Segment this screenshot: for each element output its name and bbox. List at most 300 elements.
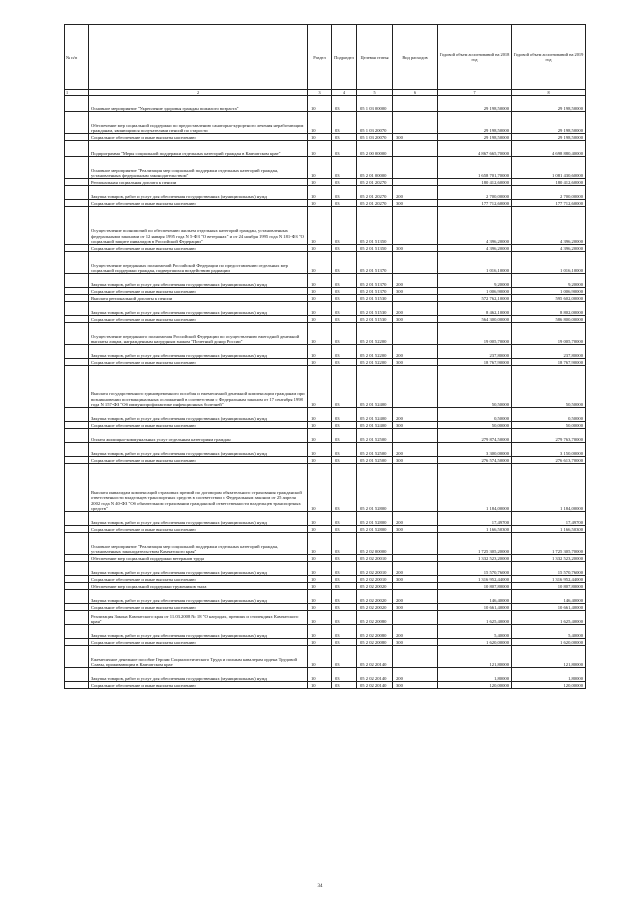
- row-name: Основное мероприятие "Реализация мер социальной поддержки отдельных категорий граждан, установленных законодательством Камчатского края": [89, 533, 308, 555]
- row-subsection: 03: [332, 576, 357, 583]
- row-number: [65, 639, 89, 646]
- row-number: [65, 464, 89, 512]
- row-expense-type: 300: [393, 288, 438, 295]
- row-number: [65, 555, 89, 562]
- row-amount-2018: 1,80000: [438, 668, 512, 682]
- row-expense-type: 300: [393, 316, 438, 323]
- row-section: 10: [308, 576, 332, 583]
- row-amount-2019: 29 198,50000: [512, 112, 586, 134]
- row-amount-2018: 1 725 305,20000: [438, 533, 512, 555]
- row-amount-2019: 279 763,70000: [512, 429, 586, 443]
- row-expense-type: 300: [393, 682, 438, 689]
- table-row: [65, 112, 586, 134]
- row-amount-2018: 1 332 523,20000: [438, 555, 512, 562]
- row-number: [65, 682, 89, 689]
- row-number: [65, 274, 89, 288]
- row-amount-2019: 180 412,60000: [512, 179, 586, 186]
- row-amount-2019: 29 198,50000: [512, 134, 586, 141]
- table-row: [65, 533, 586, 555]
- row-amount-2019: 177 712,60000: [512, 200, 586, 207]
- row-expense-type: [393, 366, 438, 408]
- row-target-article: 05 2 02 20080: [357, 611, 393, 625]
- row-subsection: 03: [332, 245, 357, 252]
- row-amount-2018: 180 412,60000: [438, 179, 512, 186]
- budget-table: [64, 24, 586, 689]
- row-expense-type: 200: [393, 345, 438, 359]
- row-target-article: 05 2 02 20020: [357, 604, 393, 611]
- row-target-article: 05 2 02 20140: [357, 646, 393, 668]
- table-row: [65, 639, 586, 646]
- row-amount-2018: 121,80000: [438, 646, 512, 668]
- row-subsection: 03: [332, 323, 357, 345]
- table-row: [65, 245, 586, 252]
- row-name: Выплата региональной доплаты к пенсии: [89, 295, 308, 302]
- row-number: [65, 186, 89, 200]
- row-amount-2018: 146,40000: [438, 590, 512, 604]
- row-section: 10: [308, 345, 332, 359]
- row-target-article: 05 2 02 20020: [357, 590, 393, 604]
- row-amount-2019: 1 316 952,44000: [512, 576, 586, 583]
- row-section: 10: [308, 590, 332, 604]
- row-number: [65, 112, 89, 134]
- row-expense-type: [393, 207, 438, 245]
- row-target-article: 05 1 03 20070: [357, 134, 393, 141]
- row-amount-2019: 1 016,10000: [512, 252, 586, 274]
- row-target-article: 05 2 01 52800: [357, 512, 393, 526]
- row-target-article: 05 1 03 00000: [357, 96, 393, 112]
- table-row: [65, 359, 586, 366]
- row-number: [65, 583, 89, 590]
- row-subsection: 03: [332, 302, 357, 316]
- row-name: Социальное обеспечение и иные выплаты населению: [89, 576, 308, 583]
- row-subsection: 03: [332, 179, 357, 186]
- table-row: [65, 583, 586, 590]
- column-index: 4: [332, 90, 357, 96]
- row-expense-type: 200: [393, 274, 438, 288]
- row-subsection: 03: [332, 604, 357, 611]
- row-target-article: 05 2 01 52500: [357, 443, 393, 457]
- row-subsection: 03: [332, 295, 357, 302]
- table-row: [65, 345, 586, 359]
- row-subsection: 03: [332, 366, 357, 408]
- table-row: [65, 562, 586, 576]
- row-number: [65, 179, 89, 186]
- row-subsection: 03: [332, 408, 357, 422]
- table-row: [65, 323, 586, 345]
- row-name: Социальное обеспечение и иные выплаты населению: [89, 245, 308, 252]
- row-subsection: 03: [332, 422, 357, 429]
- row-amount-2019: 5,40000: [512, 625, 586, 639]
- row-section: 10: [308, 555, 332, 562]
- row-expense-type: 200: [393, 443, 438, 457]
- table-row: [65, 611, 586, 625]
- table-row: [65, 512, 586, 526]
- row-amount-2018: 1 625,40000: [438, 611, 512, 625]
- row-name: Выплата государственного единовременного пособия и ежемесячной денежной компенсации гражданам при возникновении поствакцинальных осложнений в соответствии с Федеральным законом от 17 сентября 1998 года N 157-ФЗ "Об иммунопрофилактике инфекционных болезней": [89, 366, 308, 408]
- row-number: [65, 512, 89, 526]
- row-subsection: 03: [332, 512, 357, 526]
- row-expense-type: [393, 157, 438, 179]
- row-amount-2018: 4 396,20000: [438, 245, 512, 252]
- row-section: 10: [308, 512, 332, 526]
- row-section: 10: [308, 245, 332, 252]
- table-row: [65, 682, 586, 689]
- row-subsection: 03: [332, 443, 357, 457]
- row-number: [65, 668, 89, 682]
- row-target-article: 05 2 01 20270: [357, 200, 393, 207]
- row-section: 10: [308, 359, 332, 366]
- budget-table-sheet: [64, 24, 585, 689]
- row-target-article: 05 2 02 20020: [357, 583, 393, 590]
- row-expense-type: 300: [393, 200, 438, 207]
- row-subsection: 03: [332, 464, 357, 512]
- row-amount-2019: 1 166,50300: [512, 526, 586, 533]
- row-amount-2019: 15 570,76000: [512, 562, 586, 576]
- header-target-article: Целевая статья: [357, 25, 393, 90]
- row-subsection: 03: [332, 590, 357, 604]
- column-index: 7: [438, 90, 512, 96]
- row-amount-2019: 2 700,00000: [512, 186, 586, 200]
- row-name: Осуществление переданных полномочий Российской Федерации по предоставлению отдельных мер социальной поддержки граждан, подвергшихся воздействию радиации: [89, 252, 308, 274]
- table-row: [65, 186, 586, 200]
- row-section: 10: [308, 604, 332, 611]
- row-section: 10: [308, 611, 332, 625]
- row-subsection: 03: [332, 96, 357, 112]
- table-row: [65, 443, 586, 457]
- row-expense-type: 200: [393, 668, 438, 682]
- row-amount-2018: 9,20000: [438, 274, 512, 288]
- row-section: 10: [308, 682, 332, 689]
- row-subsection: 03: [332, 252, 357, 274]
- row-target-article: 05 2 01 51530: [357, 302, 393, 316]
- table-row: [65, 422, 586, 429]
- row-expense-type: 300: [393, 422, 438, 429]
- row-amount-2019: 9,20000: [512, 274, 586, 288]
- row-number: [65, 141, 89, 157]
- row-expense-type: 300: [393, 604, 438, 611]
- column-index: 3: [308, 90, 332, 96]
- row-number: [65, 302, 89, 316]
- header-subsection: Подраздел: [332, 25, 357, 90]
- row-amount-2018: 29 198,50000: [438, 112, 512, 134]
- row-name: Основное мероприятие "Укрепление здоровья граждан пожилого возраста": [89, 96, 308, 112]
- table-row: [65, 179, 586, 186]
- row-section: 10: [308, 288, 332, 295]
- header-row: [65, 25, 586, 90]
- row-subsection: 03: [332, 526, 357, 533]
- row-amount-2019: 586 800,00000: [512, 316, 586, 323]
- row-amount-2018: 1 620,00000: [438, 639, 512, 646]
- row-amount-2018: 50,50000: [438, 366, 512, 408]
- row-expense-type: [393, 555, 438, 562]
- row-target-article: 05 2 02 20080: [357, 639, 393, 646]
- row-section: 10: [308, 526, 332, 533]
- row-amount-2018: 279 874,50000: [438, 429, 512, 443]
- row-section: 10: [308, 583, 332, 590]
- row-number: [65, 96, 89, 112]
- row-number: [65, 422, 89, 429]
- row-target-article: 05 1 03 20070: [357, 112, 393, 134]
- header-amount-2018: Годовой объем ассигнований на 2018 год: [438, 25, 512, 90]
- row-amount-2018: 1 658 701,70000: [438, 157, 512, 179]
- row-name: Закупка товаров, работ и услуг для обеспечения государственных (муниципальных) нужд: [89, 408, 308, 422]
- table-row: [65, 590, 586, 604]
- row-subsection: 03: [332, 562, 357, 576]
- row-amount-2019: 276 613,70000: [512, 457, 586, 464]
- row-section: 10: [308, 141, 332, 157]
- row-expense-type: [393, 96, 438, 112]
- row-name: Социальное обеспечение и иные выплаты населению: [89, 604, 308, 611]
- table-row: [65, 157, 586, 179]
- row-number: [65, 526, 89, 533]
- row-name: Обеспечение мер социальной поддержки тружеников тыла: [89, 583, 308, 590]
- row-section: 10: [308, 457, 332, 464]
- row-amount-2019: 10 807,80000: [512, 583, 586, 590]
- row-subsection: 03: [332, 288, 357, 295]
- table-row: [65, 576, 586, 583]
- row-amount-2018: 8 462,10000: [438, 302, 512, 316]
- row-name: Социальное обеспечение и иные выплаты населению: [89, 639, 308, 646]
- row-target-article: 05 2 01 52400: [357, 366, 393, 408]
- row-target-article: 05 2 01 51530: [357, 316, 393, 323]
- row-amount-2018: 572 762,10000: [438, 295, 512, 302]
- row-amount-2018: 15 570,76000: [438, 562, 512, 576]
- row-expense-type: 300: [393, 245, 438, 252]
- row-number: [65, 443, 89, 457]
- row-number: [65, 323, 89, 345]
- row-target-article: 05 2 01 00000: [357, 157, 393, 179]
- row-name: Закупка товаров, работ и услуг для обеспечения государственных (муниципальных) нужд: [89, 186, 308, 200]
- row-target-article: 05 2 01 51530: [357, 295, 393, 302]
- row-expense-type: [393, 583, 438, 590]
- row-name: Выплата инвалидам компенсаций страховых премий по договорам обязательного страхования гражданской ответственности владельцев транспортных средств в соответствии с Федеральным законом от 25 апреля 2002 года N 40-ФЗ "Об обязательном страховании гражданской ответственности владельцев транспортных средств": [89, 464, 308, 512]
- row-expense-type: 200: [393, 562, 438, 576]
- table-row: [65, 316, 586, 323]
- row-expense-type: [393, 646, 438, 668]
- table-row: [65, 96, 586, 112]
- row-number: [65, 429, 89, 443]
- row-section: 10: [308, 157, 332, 179]
- row-amount-2019: 29 198,50000: [512, 96, 586, 112]
- row-section: 10: [308, 323, 332, 345]
- row-name: Обеспечение мер социальной поддержки по предоставлению санаторно-курортного лечения неработающим гражданам, являющимся получателями пенсий по старости: [89, 112, 308, 134]
- row-expense-type: [393, 429, 438, 443]
- row-number: [65, 408, 89, 422]
- row-amount-2019: 17,49700: [512, 512, 586, 526]
- row-section: 10: [308, 316, 332, 323]
- row-section: 10: [308, 112, 332, 134]
- row-amount-2019: 1 006,90000: [512, 288, 586, 295]
- row-expense-type: 300: [393, 576, 438, 583]
- row-number: [65, 245, 89, 252]
- row-name: Закупка товаров, работ и услуг для обеспечения государственных (муниципальных) нужд: [89, 512, 308, 526]
- row-expense-type: 300: [393, 359, 438, 366]
- row-name: Закупка товаров, работ и услуг для обеспечения государственных (муниципальных) нужд: [89, 443, 308, 457]
- column-index: 2: [89, 90, 308, 96]
- row-target-article: 05 2 01 52500: [357, 429, 393, 443]
- row-expense-type: [393, 533, 438, 555]
- row-section: 10: [308, 186, 332, 200]
- row-name: Социальное обеспечение и иные выплаты населению: [89, 422, 308, 429]
- row-amount-2018: 1 184,00000: [438, 464, 512, 512]
- row-section: 10: [308, 366, 332, 408]
- row-expense-type: 300: [393, 526, 438, 533]
- row-name: Региональная социальная доплата к пенсии: [89, 179, 308, 186]
- row-name: Осуществление полномочий по обеспечению жильем отдельных категорий граждан, установленных федеральными законами от 12 января 1995 года N 5-ФЗ "О ветеранах" и от 24 ноября 1995 года N 181-ФЗ "О социальной защите инвалидов в Российской Федерации": [89, 207, 308, 245]
- row-amount-2019: 1,80000: [512, 668, 586, 682]
- row-expense-type: 200: [393, 512, 438, 526]
- row-target-article: 05 2 01 51370: [357, 274, 393, 288]
- row-amount-2019: 3 150,00000: [512, 443, 586, 457]
- header-amount-2019: Годовой объем ассигнований на 2019 год: [512, 25, 586, 90]
- row-amount-2019: 120,00000: [512, 682, 586, 689]
- row-name: Социальное обеспечение и иные выплаты населению: [89, 526, 308, 533]
- table-row: [65, 625, 586, 639]
- row-subsection: 03: [332, 359, 357, 366]
- row-subsection: 03: [332, 625, 357, 639]
- row-number: [65, 576, 89, 583]
- table-row: [65, 134, 586, 141]
- row-number: [65, 200, 89, 207]
- row-amount-2019: 1 332 523,20000: [512, 555, 586, 562]
- row-amount-2018: 50,00000: [438, 422, 512, 429]
- row-amount-2018: 177 712,60000: [438, 200, 512, 207]
- row-name: Осуществление переданного полномочия Российской Федерации по осуществлению ежегодной денежной выплаты лицам, награжденным нагрудным знаком "Почетный донор России": [89, 323, 308, 345]
- row-section: 10: [308, 302, 332, 316]
- row-section: 10: [308, 274, 332, 288]
- row-section: 10: [308, 295, 332, 302]
- row-amount-2019: 1 620,00000: [512, 639, 586, 646]
- table-row: [65, 200, 586, 207]
- row-target-article: 05 2 01 20270: [357, 179, 393, 186]
- row-number: [65, 611, 89, 625]
- row-amount-2018: 0,50000: [438, 408, 512, 422]
- row-amount-2019: 1 625,40000: [512, 611, 586, 625]
- row-amount-2019: 10 661,40000: [512, 604, 586, 611]
- row-name: Социальное обеспечение и иные выплаты населению: [89, 359, 308, 366]
- row-target-article: 05 2 01 51350: [357, 207, 393, 245]
- header-name: [89, 25, 308, 90]
- table-row: [65, 252, 586, 274]
- row-target-article: 05 2 01 51350: [357, 245, 393, 252]
- row-expense-type: [393, 464, 438, 512]
- row-amount-2018: 564 300,00000: [438, 316, 512, 323]
- row-amount-2018: 120,00000: [438, 682, 512, 689]
- column-index: 8: [512, 90, 586, 96]
- row-expense-type: 200: [393, 302, 438, 316]
- row-section: 10: [308, 443, 332, 457]
- row-target-article: 05 2 01 51370: [357, 288, 393, 295]
- row-amount-2019: 4 396,20000: [512, 245, 586, 252]
- row-amount-2019: 18 767,90000: [512, 359, 586, 366]
- row-amount-2018: 1 006,90000: [438, 288, 512, 295]
- row-name: Закупка товаров, работ и услуг для обеспечения государственных (муниципальных) нужд: [89, 345, 308, 359]
- row-subsection: 03: [332, 134, 357, 141]
- row-section: 10: [308, 134, 332, 141]
- row-amount-2018: 2 700,00000: [438, 186, 512, 200]
- table-row: [65, 646, 586, 668]
- row-amount-2019: 1 081 430,60000: [512, 157, 586, 179]
- row-name: Закупка товаров, работ и услуг для обеспечения государственных (муниципальных) нужд: [89, 668, 308, 682]
- row-target-article: 05 2 01 52500: [357, 457, 393, 464]
- row-amount-2019: 237,80000: [512, 345, 586, 359]
- row-subsection: 03: [332, 112, 357, 134]
- row-amount-2019: 4 396,20000: [512, 207, 586, 245]
- row-subsection: 03: [332, 533, 357, 555]
- page-number: 34: [317, 884, 323, 889]
- row-subsection: 03: [332, 457, 357, 464]
- row-amount-2018: 17,49700: [438, 512, 512, 526]
- row-subsection: 03: [332, 682, 357, 689]
- row-name: Социальное обеспечение и иные выплаты населению: [89, 316, 308, 323]
- row-name: Ежемесячное денежное пособие Героям Социалистического Труда и полным кавалерам ордена Трудовой Славы, проживающим в Камчатском крае: [89, 646, 308, 668]
- row-section: 10: [308, 200, 332, 207]
- table-row: [65, 555, 586, 562]
- row-target-article: 05 2 01 52200: [357, 359, 393, 366]
- row-amount-2019: 4 698 880,40000: [512, 141, 586, 157]
- row-amount-2018: 4 396,20000: [438, 207, 512, 245]
- row-subsection: 03: [332, 583, 357, 590]
- row-amount-2018: 29 198,50000: [438, 96, 512, 112]
- row-number: [65, 562, 89, 576]
- row-amount-2019: 1 184,00000: [512, 464, 586, 512]
- table-row: [65, 429, 586, 443]
- row-target-article: 05 2 00 00000: [357, 141, 393, 157]
- row-amount-2018: 276 574,50000: [438, 457, 512, 464]
- row-amount-2018: 1 316 952,44000: [438, 576, 512, 583]
- row-target-article: 05 2 01 51370: [357, 252, 393, 274]
- header-expense-type: Вид расходов: [393, 25, 438, 90]
- row-subsection: 03: [332, 200, 357, 207]
- row-target-article: 05 2 01 52800: [357, 464, 393, 512]
- row-section: 10: [308, 533, 332, 555]
- row-target-article: 05 2 01 52800: [357, 526, 393, 533]
- row-subsection: 03: [332, 611, 357, 625]
- row-amount-2019: 121,80000: [512, 646, 586, 668]
- table-row: [65, 408, 586, 422]
- row-target-article: 05 2 02 20140: [357, 682, 393, 689]
- row-subsection: 03: [332, 157, 357, 179]
- column-index: 6: [393, 90, 438, 96]
- row-section: 10: [308, 639, 332, 646]
- row-target-article: 05 2 01 52400: [357, 422, 393, 429]
- row-target-article: 05 2 01 52200: [357, 323, 393, 345]
- row-amount-2018: 237,80000: [438, 345, 512, 359]
- row-name: Закупка товаров, работ и услуг для обеспечения государственных (муниципальных) нужд: [89, 562, 308, 576]
- row-expense-type: 200: [393, 625, 438, 639]
- row-number: [65, 252, 89, 274]
- row-amount-2019: 19 005,70000: [512, 323, 586, 345]
- row-subsection: 03: [332, 141, 357, 157]
- row-amount-2018: 18 767,90000: [438, 359, 512, 366]
- row-amount-2019: 8 802,00000: [512, 302, 586, 316]
- row-number: [65, 646, 89, 668]
- row-number: [65, 134, 89, 141]
- row-expense-type: [393, 611, 438, 625]
- row-number: [65, 604, 89, 611]
- row-name: Закупка товаров, работ и услуг для обеспечения государственных (муниципальных) нужд: [89, 302, 308, 316]
- row-subsection: 03: [332, 207, 357, 245]
- row-amount-2018: 1 166,50300: [438, 526, 512, 533]
- row-amount-2019: 1 725 305,70000: [512, 533, 586, 555]
- table-row: [65, 457, 586, 464]
- row-name: Социальное обеспечение и иные выплаты населению: [89, 288, 308, 295]
- row-expense-type: 300: [393, 639, 438, 646]
- row-section: 10: [308, 422, 332, 429]
- row-target-article: 05 2 01 52400: [357, 408, 393, 422]
- row-subsection: 03: [332, 316, 357, 323]
- row-number: [65, 359, 89, 366]
